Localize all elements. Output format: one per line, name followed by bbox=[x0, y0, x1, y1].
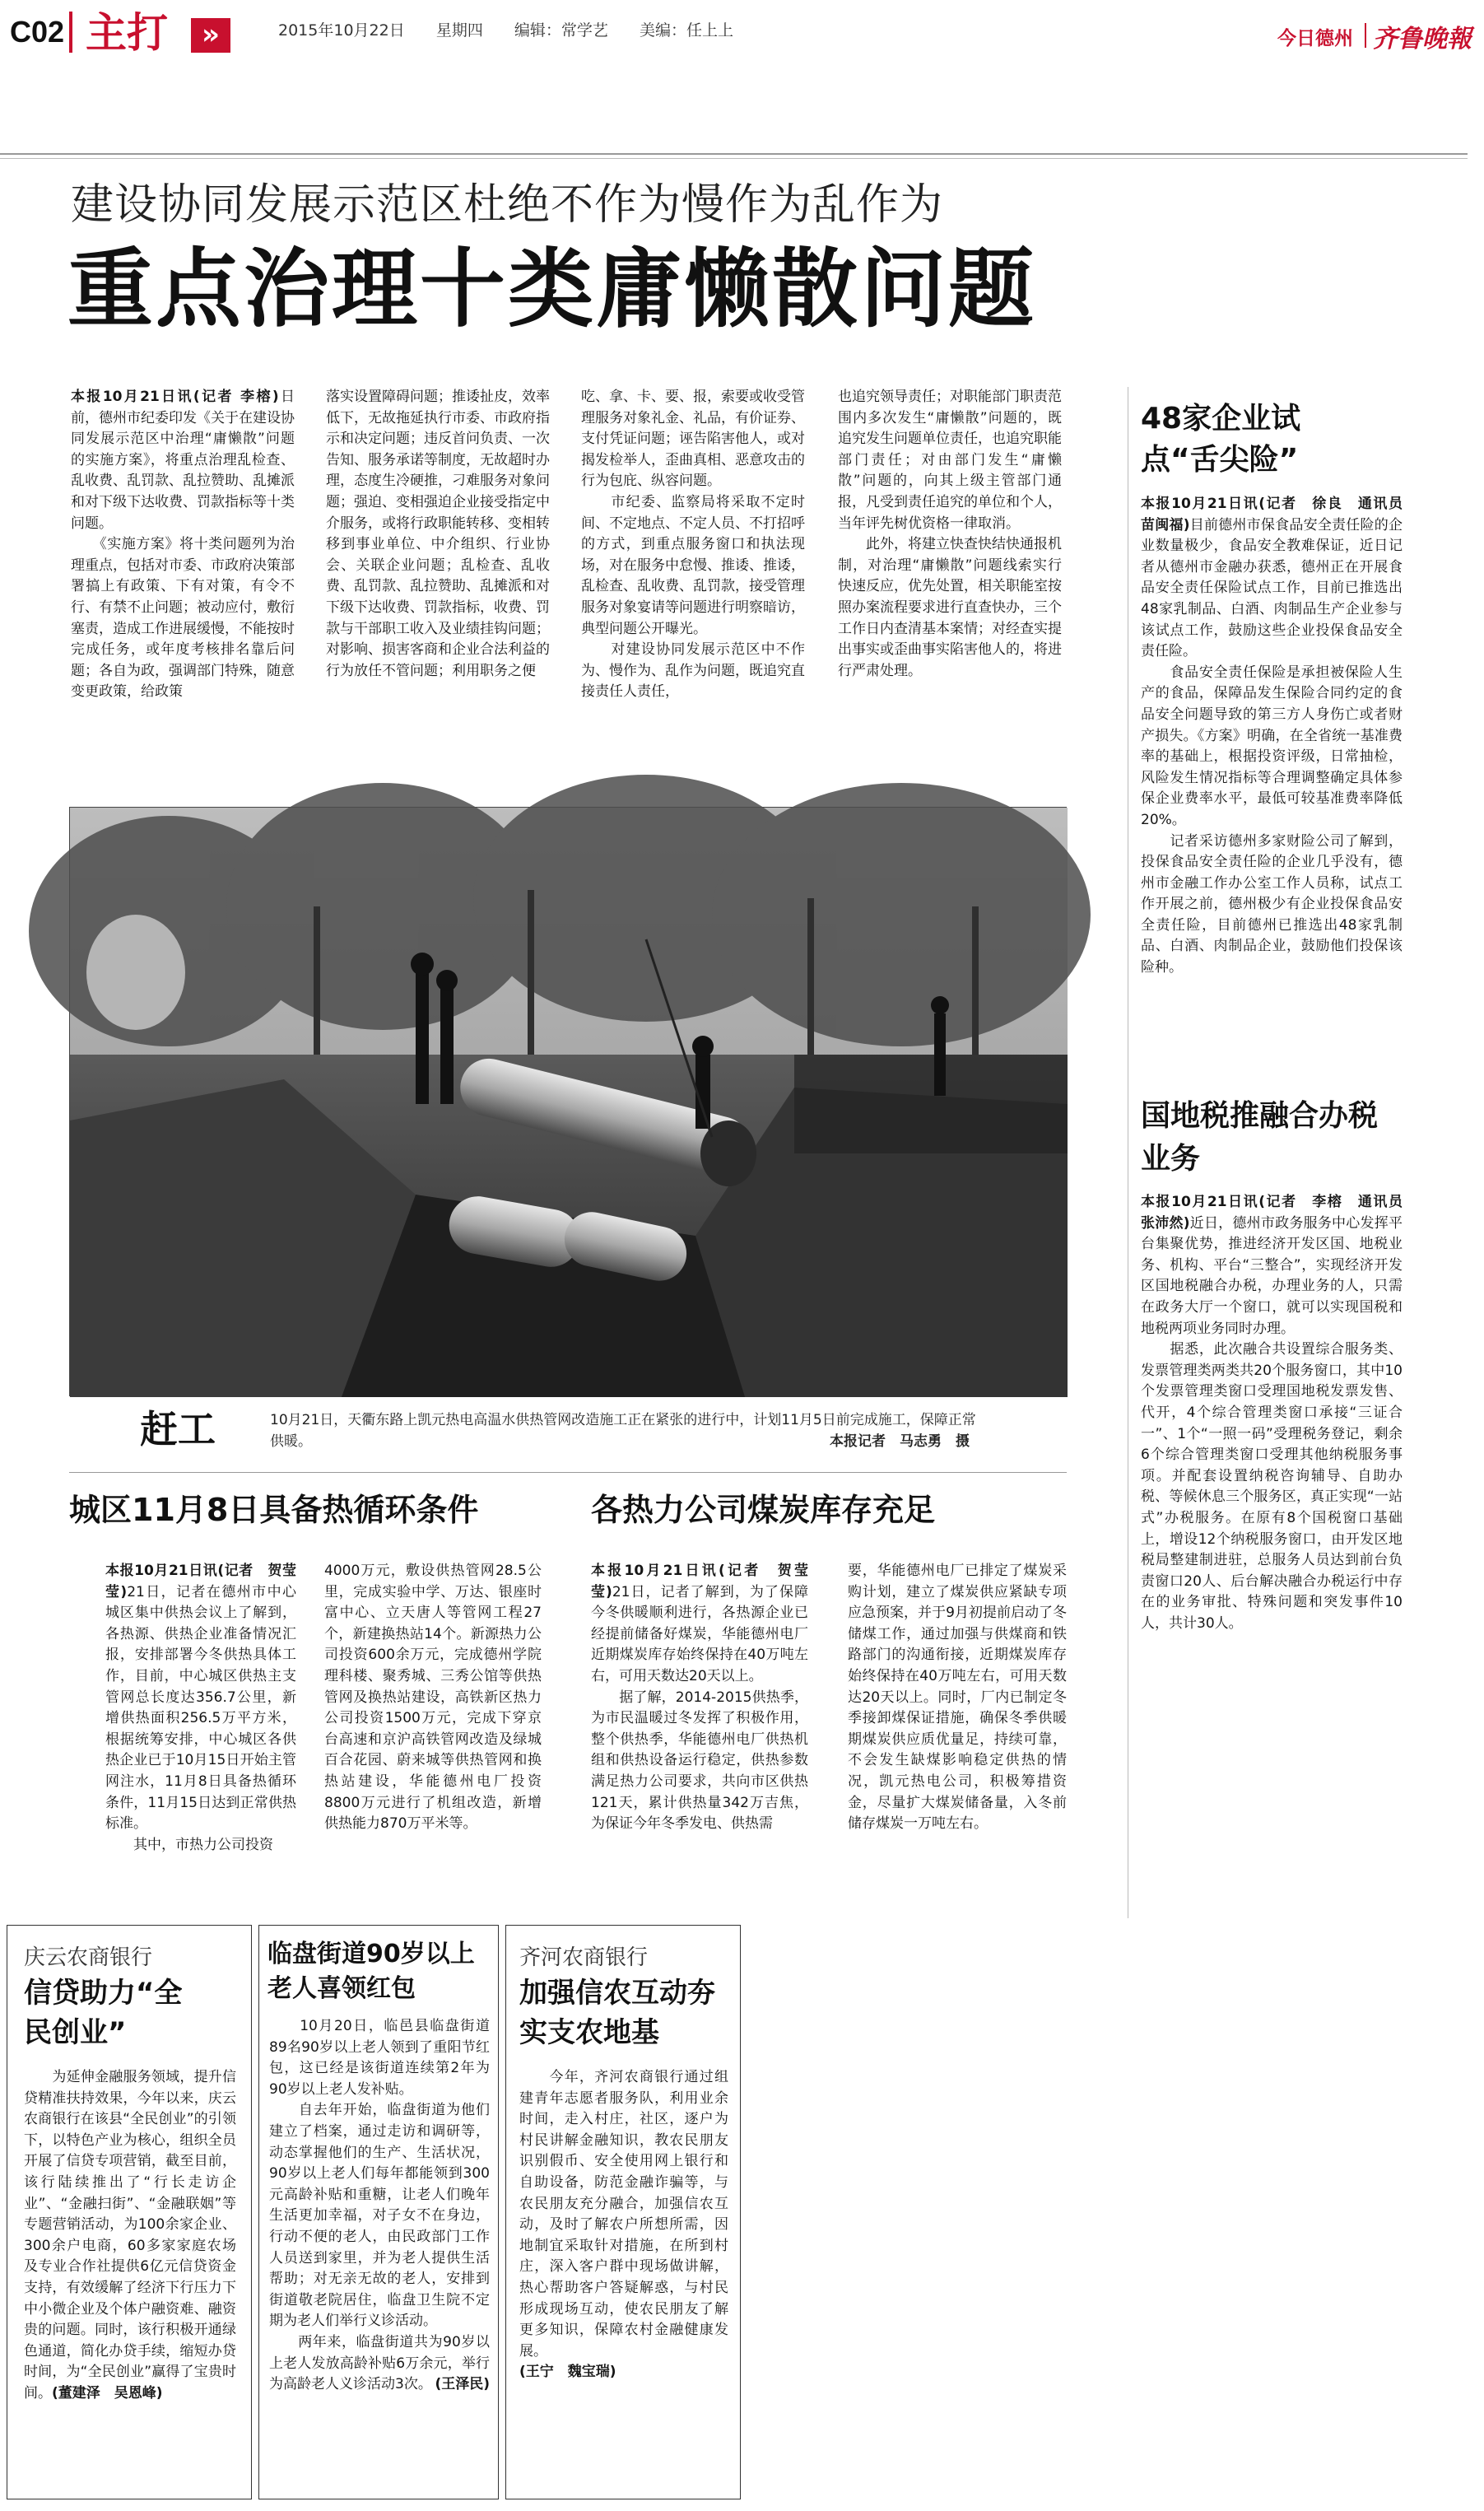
news-photo bbox=[69, 807, 1067, 1396]
coal-column-1 bbox=[591, 1561, 808, 1907]
box1-article bbox=[24, 2067, 236, 2487]
page-number: C02 bbox=[10, 15, 65, 49]
box3-credit: (王宁 魏宝瑞) bbox=[519, 2364, 616, 2381]
box3 bbox=[505, 1925, 741, 2499]
photo-caption: 10月21日，天衢东路上凯元热电高温水供热管网改造施工正在紧张的进行中，计划11月5日前完成施工，保障正常供暖。 bbox=[270, 1412, 976, 1450]
lead-column-2 bbox=[326, 387, 550, 766]
box1-credit: (董建泽 吴恩峰) bbox=[52, 2384, 163, 2402]
section-arrow-icon bbox=[191, 18, 230, 53]
box3-title: 加强信农互动夯实支农地基 bbox=[519, 1977, 715, 2049]
page-number-bar bbox=[69, 12, 72, 53]
photo-caption-block bbox=[270, 1409, 986, 1452]
arrow-glyph: » bbox=[202, 18, 220, 51]
side2-text: 近日，德州市政务服务中心发挥平台集聚优势，推进经济开发区国、地税业务、机构、平台“三整合”，实现经济开发区国地税融合办税，办理业务的人，只需在政务大厅一个窗口，就可以实现国税和地税两项业务同时办理。 据悉，此次融合共设置综合服务类、发票管理类两类共20个服务窗口，其中10个发票管理类窗口受理国地税发票发售、代开，4个综合管理类窗口承接“三证合一”、1个“一照一码”受理税务登记，剩余6个综合管理类窗口受理其他纳税服务事项。并配套设置纳税咨询辅导、自助办税、等候休息三个服务区，真正实现“一站式”办税服务。在原有8个国税窗口基础上，增设12个纳税服务窗口，由开发区地税局整建制进驻，总服务人员达到前台负责窗口20人、后台解决融合办税运行中存在的业务审批、特殊问题和突发事件10人，共计30人。 bbox=[1141, 1214, 1403, 1632]
brand-logo: 齐鲁晚報 bbox=[1373, 25, 1472, 54]
box1-kicker: 庆云农商银行 bbox=[24, 1945, 153, 1970]
box1-text: 为延伸金融服务领域，提升信贷精准扶持效果，今年以来，庆云农商银行在该县“全民创业”的引领下，以特色产业为核心，组织全员开展了信贷专项营销，截至目前，该行陆续推出了“行长走访企业”、“金融扫街”、“金融联姻”等专题营销活动，为100余家企业、300余户电商，60多家家庭农场及专业合作社提供6亿元信贷资金支持，有效缓解了经济下行压力下中小微企业及个体户融资难、融资贵的问题。同时，该行积极开通绿色通道，简化办贷手续，缩短办贷时间，为“全民创业”赢得了宝贵时间。 bbox=[24, 2069, 236, 2402]
coal-text-2: 要，华能德州电厂已排定了煤炭采购计划，建立了煤炭供应紧缺专项应急预案，并于9月初提前启动了冬储煤工作，通过加强与供煤商和铁路部门的沟通衔接，近期煤炭库存始终保持在40万吨左右，可用天数达20天以上。同时，厂内已制定冬季接卸煤保证措施，确保冬季供暖期煤炭供应质优量足，持续可靠，不会发生缺煤影响稳定供热的情况，凯元热电公司，积极筹措资金，尽量扩大煤炭储备量，入冬前储存煤炭一万吨左右。 bbox=[848, 1563, 1067, 1833]
masthead-rule-thin bbox=[0, 158, 1468, 159]
box3-kicker: 齐河农商银行 bbox=[519, 1945, 649, 1970]
issue-date: 2015年10月22日 bbox=[278, 21, 405, 40]
box2-title: 临盘街道90岁以上老人喜领红包 bbox=[267, 1940, 475, 2003]
box2 bbox=[258, 1925, 499, 2499]
photo-credit: 本报记者 马志勇 摄 bbox=[830, 1433, 970, 1450]
side1-article bbox=[1141, 494, 1417, 1078]
masthead-meta bbox=[278, 18, 733, 40]
box1-title: 信贷助力“全民创业” bbox=[24, 1977, 183, 2049]
lead-text-1: 日前，德州市纪委印发《关于在建设协同发展示范区中治理“庸懒散”问题的实施方案》，将重点治理乱检查、乱收费、乱罚款、乱拉赞助、乱摊派和对下级下达收费、罚款指标等十类问题。 《实施方案》将十类问题列为治理重点，包括对市委、市政府决策部署搞上有政策、下有对策，有令不行、有禁不止问题；被动应付，敷衍塞责，造成工作进展缓慢，不能按时完成任务，或年度考核排名靠后问题；各自为政，强调部门特殊，随意变更政策，给政策 bbox=[71, 389, 295, 701]
heat-column-1 bbox=[105, 1561, 296, 1907]
heat-title: 城区11月8日具备热循环条件 bbox=[69, 1492, 479, 1528]
side1-title: 48家企业试点“舌尖险” bbox=[1141, 402, 1301, 477]
coal-column-2 bbox=[848, 1561, 1067, 1907]
lead-text-4: 也追究领导责任；对职能部门职责范围内多次发生“庸懒散”问题的，既追究发生问题单位责任，也追究职能部门责任；对由部门发生“庸懒散”问题的，向其上级主管部门通报，凡受到责任追究的单位和个人，当年评先树优资格一律取消。 此外，将建立快查快结快通报机制，对治理“庸懒散”问题线索实行快速反应，优先处置，相关职能室按照办案流程要求进行直查快办，三个工作日内查清基本案情；对经查实提出事实或歪曲事实陷害他人的，将进行严肃处理。 bbox=[838, 389, 1062, 679]
coal-title: 各热力公司煤炭库存充足 bbox=[591, 1492, 936, 1528]
lead-kicker: 建设协同发展示范区杜绝不作为慢作为乱作为 bbox=[71, 180, 944, 230]
box2-credit: (王泽民) bbox=[435, 2376, 490, 2393]
lead-column-1 bbox=[71, 387, 295, 766]
heat-column-2 bbox=[324, 1561, 542, 1907]
brand-left: 今日德州 bbox=[1277, 28, 1353, 49]
photo-label: 赶工 bbox=[140, 1407, 216, 1451]
lead-column-4 bbox=[838, 387, 1062, 766]
section-title: 主打 bbox=[86, 9, 168, 57]
side2-article bbox=[1141, 1192, 1417, 1917]
box3-text: 今年，齐河农商银行通过组建青年志愿者服务队，利用业余时间，走入村庄，社区，逐户为村民讲解金融知识，教农民朋友识别假币、安全使用网上银行和自助设备，防范金融诈骗等，与农民朋友充分融合，加强信农互动，及时了解农户所想所需，因地制宜采取针对措施，在所到村庄，深入客户群中现场做讲解，热心帮助客户答疑解惑，与村民形成现场互动，使农民朋友了解更多知识，保障农村金融健康发展。 bbox=[519, 2069, 728, 2360]
box2-article bbox=[269, 2016, 490, 2490]
box3-article bbox=[519, 2067, 728, 2487]
brand-divider bbox=[1365, 23, 1366, 48]
lead-column-3 bbox=[581, 387, 805, 766]
side1-byline: 本报10月21日讯(记者 徐良 通讯员 苗闽福) bbox=[1141, 496, 1417, 533]
masthead bbox=[0, 0, 1484, 89]
lead-text-3: 吃、拿、卡、要、报，索要或收受管理服务对象礼金、礼品，有价证券、支付凭证问题；诬告陷害他人，或对揭发检举人，歪曲真相、恶意攻击的行为包庇、纵容问题。 市纪委、监察局将采取不定时间、不定地点、不定人员、不打招呼的方式，到重点服务窗口和执法现场，对在服务中怠慢、推诿、推诿，乱检查、乱收费、乱罚款，接受管理服务对象宴请等问题进行明察暗访，典型问题公开曝光。 对建设协同发展示范区中不作为、慢作为、乱作为问题，既追究直接责任人责任， bbox=[581, 389, 805, 701]
lead-text-2: 落实设置障碍问题；推诿扯皮，效率低下，无故拖延执行市委、市政府指示和决定问题；违反首问负责、一次告知、服务承诺等制度，无故超时办理，态度生冷硬推，刁难服务对象问题；强迫、变相强迫企业接受指定中介服务，或将行政职能转移、变相转移到事业单位、中介组织、行业协会、关联企业问题；乱检查、乱收费、乱罚款、乱拉赞助、乱摊派和对下级下达收费、罚款指标，收费、罚款与干部职工收入及业绩挂钩问题；对影响、损害客商和企业合法利益的行为放任不管问题；利用职务之便 bbox=[326, 389, 550, 679]
side1-text: 目前德州市保食品安全责任险的企业数量极少，食品安全教难保证，近日记者从德州市金融办获悉，德州正在开展食品安全责任保险试点工作，目前已推选出48家乳制品、白酒、肉制品生产企业参与该试点工作，鼓励这些企业投保食品安全责任险。 食品安全责任保险是承担被保险人生产的食品，保障品发生保险合同约定的食品安全问题导致的第三方人身伤亡或者财产损失。《方案》明确，在全省统一基准费率的基础上，根据投资评级，日常抽检，风险发生情况指标等合理调整确定具体参保企业费率水平，最低可较基准费率降低20%。 记者采访德州多家财险公司了解到，投保食品安全责任险的企业几乎没有，德州市金融工作办公室工作人员称，试点工作开展之前，德州极少有企业投保食品安全责任险，目前德州已推选出48家乳制品、白酒、肉制品企业，鼓励他们投保该险种。 bbox=[1141, 516, 1403, 976]
heat-text-2: 4000万元，敷设供热管网28.5公里，完成实验中学、万达、银座时富中心、立天唐人等管网工程27个，新建换热站14个。新源热力公司投资600余万元，完成德州学院理科楼、聚秀城、三秀公馆等供热管网及换热站建设，高铁新区热力公司投资1500万元，完成下穿京台高速和京沪高铁管网改造及绿城百合花园、蔚来城等供热管网和换热站建设，华能德州电厂投资8800万元进行了机组改造，新增供热能力870万平米等。 bbox=[324, 1563, 542, 1833]
coal-byline: 本报10月21日讯(记者 贺莹莹) bbox=[591, 1563, 808, 1600]
construction-photo-illustration bbox=[70, 808, 1068, 1397]
box2-text: 10月20日，临邑县临盘街道89名90岁以上老人领到了重阳节红包，这已经是该街道连续第2年为90岁以上老人发补贴。 自去年开始，临盘街道为他们建立了档案，通过走访和调研等，动态掌握他们的生产、生活状况，90岁以上老人们每年都能领到300元高龄补贴和重糖，让老人们晚年生活更加幸福，对子女不在身边，行动不便的老人，由民政部门工作人员送到家里，并为老人提供生活帮助；对无亲无故的老人，安排到街道敬老院居住，临盘卫生院不定期为老人们举行义诊活动。 两年来，临盘街道共为90岁以上老人发放高龄补贴6万余元，举行为高龄老人义诊活动3次。 bbox=[269, 2018, 490, 2393]
side2-title: 国地税推融合办税业务 bbox=[1141, 1099, 1379, 1176]
page-editor: 编辑：常学艺 bbox=[514, 21, 608, 40]
box1 bbox=[7, 1925, 252, 2499]
section-rule bbox=[69, 1472, 1067, 1473]
lead-byline: 本报10月21日讯(记者 李榕) bbox=[71, 389, 279, 405]
lead-headline: 重点治理十类庸懒散问题 bbox=[67, 239, 1037, 339]
side2-byline: 本报10月21日讯(记者 李榕 通讯员 张沛然) bbox=[1141, 1194, 1417, 1232]
heat-byline: 本报10月21日讯(记者 贺莹莹) bbox=[105, 1563, 296, 1600]
heat-text-1: 21日，记者在德州市中心城区集中供热会议上了解到，各热源、供热企业准备情况汇报，安排部署今冬供热具体工作，目前，中心城区供热主支管网总长度达356.7公里，新增供热面积256.5万平方米，根据统筹安排，中心城区各供热企业已于10月15日开始主管网注水，11月8日具备热循环条件，11月15日达到正常供热标准。 其中，市热力公司投资 bbox=[105, 1583, 296, 1853]
masthead-rule bbox=[0, 153, 1468, 155]
page-designer: 美编：任上上 bbox=[640, 21, 734, 40]
coal-text-1: 21日，记者了解到，为了保障今冬供暖顺利进行，各热源企业已经提前储备好煤炭，华能德州电厂近期煤炭库存始终保持在40万吨左右，可用天数达20天以上。 据了解，2014-2015供热季，为市民温暖过冬发挥了积极作用，整个供热季，华能德州电厂供热机组和供热设备运行稳定，供热参数满足热力公司要求，共向市区供热121天，累计供热量342万吉焦，为保证今年冬季发电、供热需 bbox=[591, 1583, 808, 1833]
issue-weekday: 星期四 bbox=[435, 21, 483, 40]
